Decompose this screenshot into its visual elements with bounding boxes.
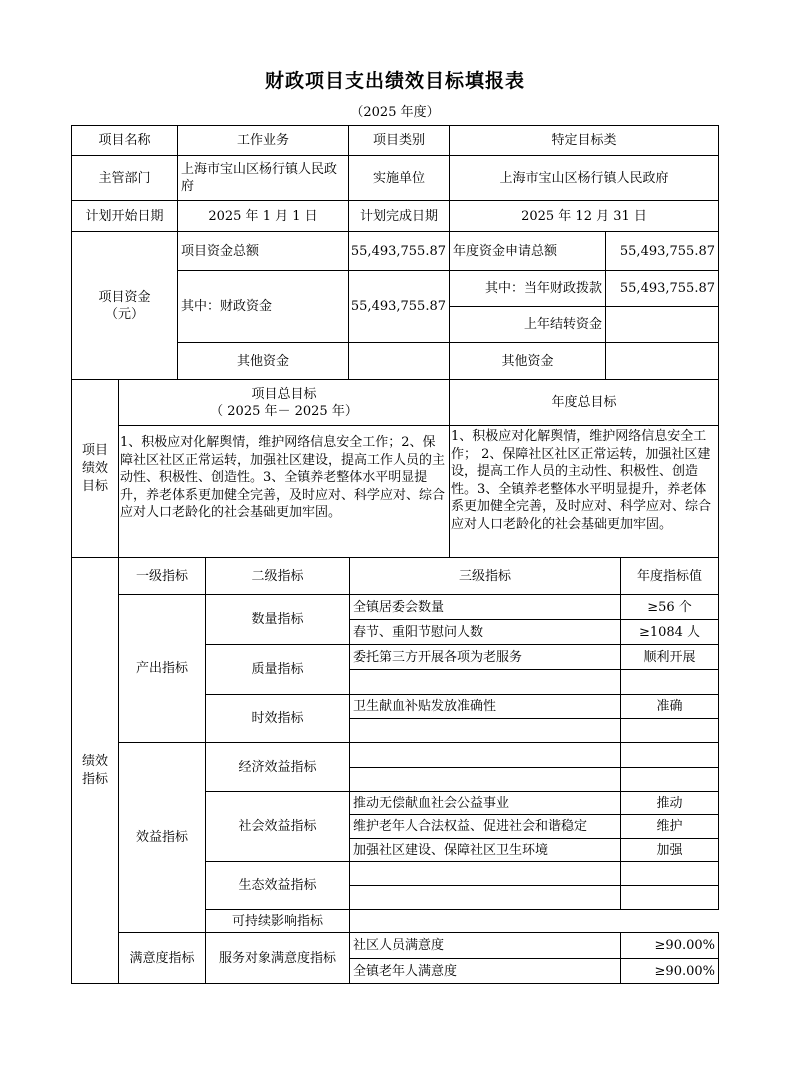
current-allocation-value: 55,493,755.87	[605, 270, 719, 307]
indicators-section-label: 绩效指标	[71, 557, 119, 984]
indicator-value: 推动	[620, 791, 719, 815]
output-indicator-label: 产出指标	[118, 594, 206, 743]
dept-label: 主管部门	[71, 155, 178, 201]
indicator-name: 推动无偿献血社会公益事业	[349, 791, 621, 815]
overall-goal-title: 项目总目标	[251, 386, 317, 402]
empty-cell	[620, 767, 719, 792]
current-allocation-label: 其中：当年财政拨款	[449, 270, 606, 307]
indicator-value: 准确	[620, 694, 719, 719]
fiscal-funds-label: 其中：财政资金	[177, 270, 349, 343]
end-date-value: 2025 年 12 月 31 日	[449, 200, 719, 232]
empty-cell	[620, 861, 719, 886]
annual-goal-text: 1、积极应对化解舆情，维护网络信息安全工作； 2、保障社区社区正常运转，加强社区建设，提高工作人员的主动性、积极性、创造性。3、全镇养老整体水平明显提升，养老体系更加健全完善，及时应对、科学应对、综合应对人口老龄化的社会基础更加牢固。	[449, 425, 719, 558]
indicator-name: 加强社区建设、保障社区卫生环境	[349, 838, 621, 862]
empty-cell	[349, 909, 719, 933]
empty-cell	[620, 669, 719, 695]
funds-label-line2: （元）	[104, 306, 144, 322]
annual-request-value: 55,493,755.87	[605, 231, 719, 271]
indicator-value: ≥56 个	[620, 594, 719, 620]
indicator-value: 顺利开展	[620, 644, 719, 670]
annual-goal-title: 年度总目标	[449, 379, 719, 426]
empty-cell	[349, 767, 621, 792]
funds-label-line1: 项目资金	[98, 289, 151, 305]
empty-cell	[349, 861, 621, 886]
economic-indicator-label: 经济效益指标	[205, 742, 350, 792]
indicator-value: 维护	[620, 814, 719, 839]
service-satisfaction-label: 服务对象满意度指标	[205, 932, 350, 984]
funds-total-value: 55,493,755.87	[348, 231, 450, 271]
indicator-name: 委托第三方开展各项为老服务	[349, 644, 621, 670]
annual-request-label: 年度资金申请总额	[449, 231, 606, 271]
unit-label: 实施单位	[348, 155, 450, 201]
indicator-name: 全镇老年人满意度	[349, 958, 621, 984]
start-date-label: 计划开始日期	[71, 200, 178, 232]
quantity-indicator-label: 数量指标	[205, 594, 350, 645]
fiscal-funds-value: 55,493,755.87	[348, 270, 450, 343]
empty-cell	[349, 885, 621, 910]
other-funds-value	[348, 342, 450, 380]
indicator-name: 维护老年人合法权益、促进社会和谐稳定	[349, 814, 621, 839]
empty-cell	[620, 742, 719, 768]
empty-cell	[349, 669, 621, 695]
empty-cell	[620, 885, 719, 910]
other-funds-label-2: 其他资金	[449, 342, 606, 380]
eco-indicator-label: 生态效益指标	[205, 861, 350, 910]
social-indicator-label: 社会效益指标	[205, 791, 350, 862]
report-year: （2025 年度）	[350, 105, 440, 120]
end-date-label: 计划完成日期	[348, 200, 450, 232]
overall-goal-text: 1、积极应对化解舆情，维护网络信息安全工作；2、保障社区社区正常运转，加强社区建设，提高工作人员的主动性、积极性、创造性。3、全镇养老整体水平明显提升，养老体系更加健全完善，及时应对、科学应对、综合应对人口老龄化的社会基础更加牢固。	[118, 425, 450, 558]
empty-cell	[620, 718, 719, 743]
project-name-value: 工作业务	[177, 125, 349, 156]
goals-label: 项目绩效目标	[71, 379, 119, 558]
other-funds-value-2	[605, 342, 719, 380]
project-name-label: 项目名称	[71, 125, 178, 156]
carryover-value	[605, 306, 719, 343]
overall-goal-header	[118, 379, 450, 426]
indicator-name: 春节、重阳节慰问人数	[349, 619, 621, 645]
indicator-name: 全镇居委会数量	[349, 594, 621, 620]
level3-header: 三级指标	[349, 557, 621, 595]
project-type-value: 特定目标类	[449, 125, 719, 156]
quality-indicator-label: 质量指标	[205, 644, 350, 695]
indicator-value: 加强	[620, 838, 719, 862]
indicator-value: ≥1084 人	[620, 619, 719, 645]
level2-header: 二级指标	[205, 557, 350, 595]
benefit-indicator-label: 效益指标	[118, 742, 206, 933]
page-title: 财政项目支出绩效目标填报表	[264, 70, 525, 92]
other-funds-label: 其他资金	[177, 342, 349, 380]
satisfaction-indicator-label: 满意度指标	[118, 932, 206, 984]
indicator-value: ≥90.00%	[620, 958, 719, 984]
sustain-indicator-label: 可持续影响指标	[205, 909, 350, 933]
value-header: 年度指标值	[620, 557, 719, 595]
funds-total-label: 项目资金总额	[177, 231, 349, 271]
indicator-name: 社区人员满意度	[349, 932, 621, 959]
empty-cell	[349, 718, 621, 743]
timeliness-indicator-label: 时效指标	[205, 694, 350, 743]
level1-header: 一级指标	[118, 557, 206, 595]
carryover-label: 上年结转资金	[449, 306, 606, 343]
indicator-name: 卫生献血补贴发放准确性	[349, 694, 621, 719]
empty-cell	[349, 742, 621, 768]
dept-value: 上海市宝山区杨行镇人民政府	[177, 155, 349, 201]
funds-label	[71, 231, 178, 380]
project-type-label: 项目类别	[348, 125, 450, 156]
indicator-value: ≥90.00%	[620, 932, 719, 959]
unit-value: 上海市宝山区杨行镇人民政府	[449, 155, 719, 201]
overall-goal-range: （ 2025 年－ 2025 年）	[210, 403, 358, 419]
start-date-value: 2025 年 1 月 1 日	[177, 200, 349, 232]
